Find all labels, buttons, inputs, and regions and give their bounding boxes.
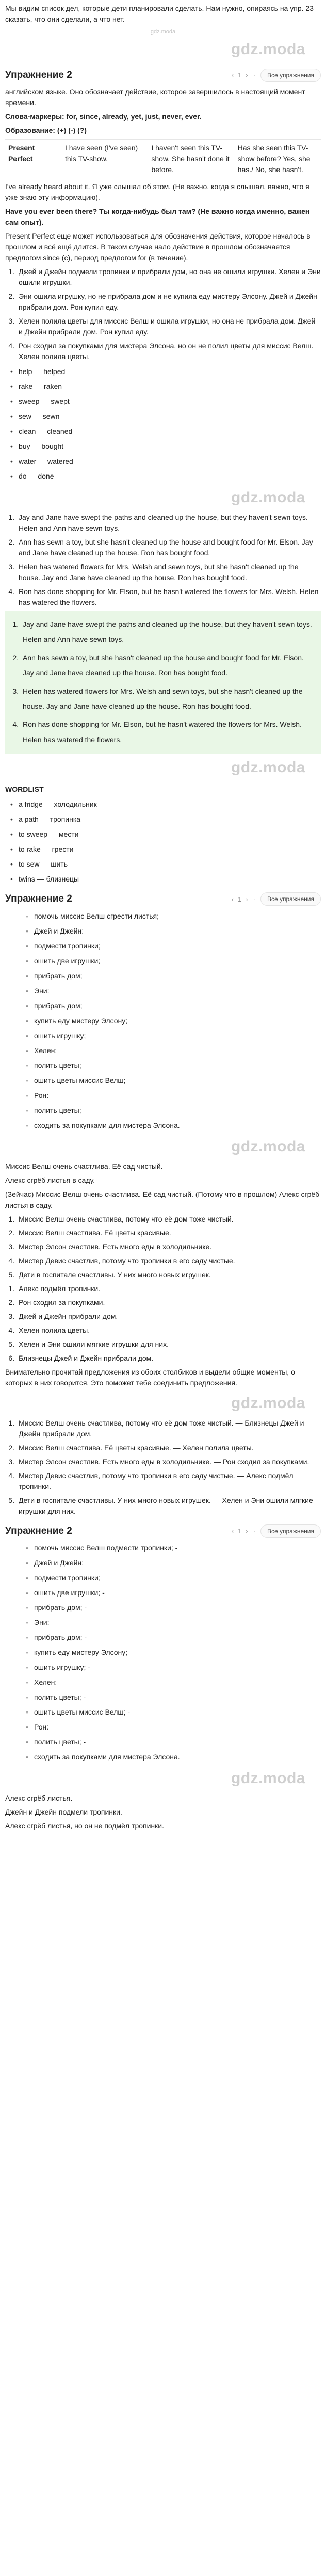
ex3-plan — [26, 1543, 321, 1762]
list-item: • water — watered — [10, 456, 321, 467]
list-item: 2. Миссис Велш счастлива. Её цветы красивые. — Хелен полила цветы. — [17, 1443, 321, 1453]
highlighted-list — [21, 617, 317, 748]
chevron-right-icon[interactable]: › — [246, 895, 248, 903]
section-controls — [232, 1524, 321, 1538]
list-item: ◦ купить еду мистеру Элсону; — [26, 1015, 321, 1026]
list-item: ◦ Эни: — [26, 1617, 321, 1628]
pager — [232, 1526, 248, 1536]
list-item: ◦ ошить две игрушки; - — [26, 1587, 321, 1598]
list-item: • sew — sewn — [10, 411, 321, 422]
ex2-numbered-2 — [17, 1283, 321, 1364]
page-number: 1 — [238, 895, 242, 903]
table-row — [5, 140, 321, 179]
watermark: gdz.moda — [231, 759, 305, 776]
list-item: • buy — bought — [10, 441, 321, 452]
table-header: Present Perfect — [5, 140, 62, 179]
chevron-left-icon[interactable]: ‹ — [231, 71, 234, 79]
section-title: Упражнение 2 — [5, 1525, 72, 1536]
list-item: ◦ Хелен: — [26, 1677, 321, 1688]
list-item: ◦ ошить игрушку; - — [26, 1662, 321, 1673]
ex2-text: Алекс сгрёб листья в саду. — [5, 1176, 95, 1184]
list-item: 3. Helen has watered flowers for Mrs. Welsh and sewn toys, but she hasn't cleaned up the house. Jay and Jane have cleaned up the house. Ron has bought food. — [17, 562, 321, 583]
section-title: Упражнение 2 — [5, 893, 72, 905]
all-exercises-button[interactable]: Все упражнения — [260, 1524, 321, 1538]
list-item: ◦ ошить цветы миссис Велш; — [26, 1075, 321, 1086]
intro-text: Мы видим список дел, которые дети планировали сделать. Нам нужно, опираясь на упр. 23 сказать, что они сделали, а что нет. — [5, 4, 314, 23]
page-number: 1 — [238, 1527, 242, 1535]
list-item: 3. Helen has watered flowers for Mrs. Welsh and sewn toys, but she hasn't cleaned up the house. Jay and Jane have cleaned up the house. Ron has bought food. — [21, 684, 317, 715]
list-item: ◦ прибрать дом; — [26, 971, 321, 981]
list-item: 2. Рон сходил за покупками. — [17, 1297, 321, 1308]
list-item: ◦ прибрать дом; - — [26, 1602, 321, 1613]
list-item: ◦ подмести тропинки; — [26, 1572, 321, 1583]
pager — [232, 894, 248, 905]
list-item: 4. Мистер Девис счастлив, потому что тропинки в его саду чистые. — [17, 1256, 321, 1266]
ex1-items — [17, 266, 321, 362]
section-header — [5, 68, 321, 83]
list-item: ◦ Рон: — [26, 1722, 321, 1733]
list-item: 1. Алекс подмёл тропинки. — [17, 1283, 321, 1294]
ex1-p6: Present Perfect еще может использоваться для обозначения действия, которое началось в прошлом и всё ещё длится. В таком случае нало действие в прошлом обозначается предлогом since (с), период предлогом for (в течение). — [5, 232, 311, 262]
list-item: 1. Джей и Джейн подмели тропинки и прибрали дом, но она не ошили игрушки. Хелен и Эни ошили игрушки. — [17, 266, 321, 288]
watermark: gdz.moda — [150, 29, 176, 35]
list-item: 2. Ann has sewn a toy, but she hasn't cleaned up the house and bought food for Mr. Elson. Jay and Jane have cleaned up the house. Ron has bought food. — [21, 651, 317, 681]
list-item: • rake — raken — [10, 381, 321, 392]
list-item: ◦ ошить две игрушки; — [26, 956, 321, 967]
list-item: 4. Хелен полила цветы. — [17, 1325, 321, 1336]
section-controls — [232, 892, 321, 906]
separator-dot: · — [253, 895, 255, 903]
list-item: 4. Ron has done shopping for Mr. Elson, but he hasn't watered the flowers for Mrs. Welsh. Helen has watered the flowers. — [17, 586, 321, 608]
watermark: gdz.moda — [231, 1138, 305, 1155]
list-item: 6. Близнецы Джей и Джейн прибрали дом. — [17, 1353, 321, 1364]
ex2-text: (Зейчас) Миссис Велш очень счастлива. Её сад чистый. (Потому что в прошлом) Алекс сгрёб листья в саду. — [5, 1190, 320, 1209]
table-cell: I have seen (I've seen) this TV-show. — [62, 140, 148, 179]
list-item: • do — done — [10, 471, 321, 482]
list-item: • twins — близнецы — [10, 874, 321, 885]
ex2-task: Внимательно прочитай предложения из обоих столбиков и выдели общие моменты, о которых в них говорится. Это поможет тебе соединить предложения. — [5, 1367, 295, 1387]
list-item: • to sew — шить — [10, 859, 321, 870]
verb-forms — [10, 366, 321, 482]
list-item: ◦ прибрать дом; — [26, 1001, 321, 1011]
section-header — [5, 892, 321, 907]
list-item: • clean — cleaned — [10, 426, 321, 437]
list-item: 2. Миссис Велш счастлива. Её цветы красивые. — [17, 1228, 321, 1239]
pager — [232, 70, 248, 80]
list-item: 4. Ron has done shopping for Mr. Elson, but he hasn't watered the flowers for Mrs. Welsh. Helen has watered the flowers. — [21, 717, 317, 748]
list-item: ◦ полить цветы; - — [26, 1692, 321, 1703]
list-item: • a path — тропинка — [10, 814, 321, 825]
watermark: gdz.moda — [231, 1770, 305, 1787]
ex1-p5: Have you ever been there? Ты когда-нибудь был там? (Не важно когда именно, важен сам опыт). — [5, 207, 310, 226]
list-item: ◦ подмести тропинки; — [26, 941, 321, 952]
watermark: gdz.moda — [231, 1394, 305, 1412]
ex1-formation: Образование: (+) (-) (?) — [5, 126, 87, 134]
ex3-tail: Алекс сгрёб листья. — [5, 1794, 73, 1803]
ex1-p1: английском языке. Оно обозначает действие, которое завершилось в настоящий момент времени. — [5, 88, 305, 107]
list-item: ◦ прибрать дом; - — [26, 1632, 321, 1643]
ex3-tail: Алекс сгрёб листья, но он не подмёл тропинки. — [5, 1822, 164, 1831]
list-item: 5. Дети в госпитале счастливы. У них много новых игрушек. — Хелен и Эни ошили мягкие игрушки для них. — [17, 1495, 321, 1517]
page-number: 1 — [238, 71, 242, 79]
list-item: 5. Дети в госпитале счастливы. У них много новых игрушек. — [17, 1269, 321, 1280]
ex2-numbered — [17, 1214, 321, 1280]
ex2-text: Миссис Велш очень счастлива. Её сад чистый. — [5, 1162, 163, 1171]
list-item: 1. Миссис Велш очень счастлива, потому что её дом тоже чистый. — [17, 1214, 321, 1225]
list-item: ◦ полить цветы; — [26, 1060, 321, 1071]
all-exercises-button[interactable]: Все упражнения — [260, 69, 321, 82]
list-item: 4. Рон сходил за покупками для мистера Элсона, но он не полил цветы для миссис Велш. Хелен полила цветы. — [17, 341, 321, 362]
ex2-plan — [26, 911, 321, 1131]
list-item: ◦ Джей и Джейн: — [26, 1557, 321, 1568]
list-item: ◦ помочь миссис Велш сгрести листья; — [26, 911, 321, 922]
list-item: ◦ Рон: — [26, 1090, 321, 1101]
table-cell: I haven't seen this TV-show. She hasn't done it before. — [148, 140, 234, 179]
separator-dot: · — [253, 1527, 255, 1535]
chevron-left-icon[interactable]: ‹ — [231, 1527, 234, 1535]
highlighted-answer — [5, 611, 321, 754]
list-item: ◦ полить цветы; — [26, 1105, 321, 1116]
list-item: ◦ Джей и Джейн: — [26, 926, 321, 937]
table-cell: Has she seen this TV-show before? Yes, she has./ No, she hasn't. — [235, 140, 321, 179]
list-item: ◦ Хелен: — [26, 1045, 321, 1056]
list-item: • help — helped — [10, 366, 321, 377]
list-item: ◦ Эни: — [26, 986, 321, 996]
ex2-answers — [17, 1418, 321, 1517]
ex3-tail: Джейн и Джейн подмели тропинки. — [5, 1808, 122, 1817]
list-item: ◦ купить еду мистеру Элсону; — [26, 1647, 321, 1658]
list-item: ◦ сходить за покупками для мистера Элсона. — [26, 1120, 321, 1131]
list-item: 2. Эни ошила игрушку, но не прибрала дом и не купила еду мистеру Элсону. Джей и Джейн прибрали дом. Рон купил еду. — [17, 291, 321, 313]
list-item: • a fridge — холодильник — [10, 799, 321, 810]
all-exercises-button[interactable]: Все упражнения — [260, 892, 321, 906]
section-header — [5, 1524, 321, 1539]
list-item: ◦ помочь миссис Велш подмести тропинки; - — [26, 1543, 321, 1553]
list-item: • to sweep — мести — [10, 829, 321, 840]
chevron-right-icon[interactable]: › — [246, 71, 248, 79]
ex1-p4: I've already heard about it. Я уже слышал об этом. (Не важно, когда я слышал, важно, что я уже знаю эту информацию). — [5, 182, 309, 201]
section-title: Упражнение 2 — [5, 69, 72, 80]
list-item: 2. Ann has sewn a toy, but she hasn't cleaned up the house and bought food for Mr. Elson. Jay and Jane have cleaned up the house. Ron has bought food. — [17, 537, 321, 558]
watermark: gdz.moda — [231, 40, 305, 58]
ex1-markers: Слова-маркеры: for, since, already, yet, just, never, ever. — [5, 112, 202, 121]
watermark: gdz.moda — [231, 489, 305, 506]
list-item: 3. Джей и Джейн прибрали дом. — [17, 1311, 321, 1322]
list-item: 1. Jay and Jane have swept the paths and cleaned up the house, but they haven't sewn toys. Helen and Ann have sewn toys. — [21, 617, 317, 648]
list-item: • sweep — swept — [10, 396, 321, 407]
list-item: 3. Хелен полила цветы для миссис Велш и ошила игрушки, но она не прибрала дом. Джей и Джейн прибрали дом. Рон купил еду. — [17, 316, 321, 337]
section-controls — [232, 69, 321, 82]
separator-dot: · — [253, 71, 255, 79]
list-item: 3. Мистер Элсон счастлив. Есть много еды в холодильнике. — [17, 1242, 321, 1252]
wordlist — [10, 799, 321, 885]
ex1-paragraphs — [17, 512, 321, 608]
list-item: 1. Миссис Велш очень счастлива, потому что её дом тоже чистый. — Близнецы Джей и Джейн прибрали дом. — [17, 1418, 321, 1439]
list-item: 1. Jay and Jane have swept the paths and cleaned up the house, but they haven't sewn toys. Helen and Ann have sewn toys. — [17, 512, 321, 534]
list-item: 5. Хелен и Эни ошили мягкие игрушки для них. — [17, 1339, 321, 1350]
list-item: ◦ сходить за покупками для мистера Элсона. — [26, 1752, 321, 1762]
wordlist-title: WORDLIST — [5, 785, 44, 794]
grammar-table — [5, 139, 321, 178]
chevron-left-icon[interactable]: ‹ — [231, 895, 234, 903]
list-item: 3. Мистер Элсон счастлив. Есть много еды в холодильнике. — Рон сходил за покупками. — [17, 1456, 321, 1467]
list-item: • to rake — грести — [10, 844, 321, 855]
chevron-right-icon[interactable]: › — [246, 1527, 248, 1535]
list-item: ◦ ошить игрушку; — [26, 1030, 321, 1041]
list-item: 4. Мистер Девис счастлив, потому что тропинки в его саду чистые. — Алекс подмёл тропинки. — [17, 1470, 321, 1492]
list-item: ◦ полить цветы; - — [26, 1737, 321, 1748]
list-item: ◦ ошить цветы миссис Велш; - — [26, 1707, 321, 1718]
